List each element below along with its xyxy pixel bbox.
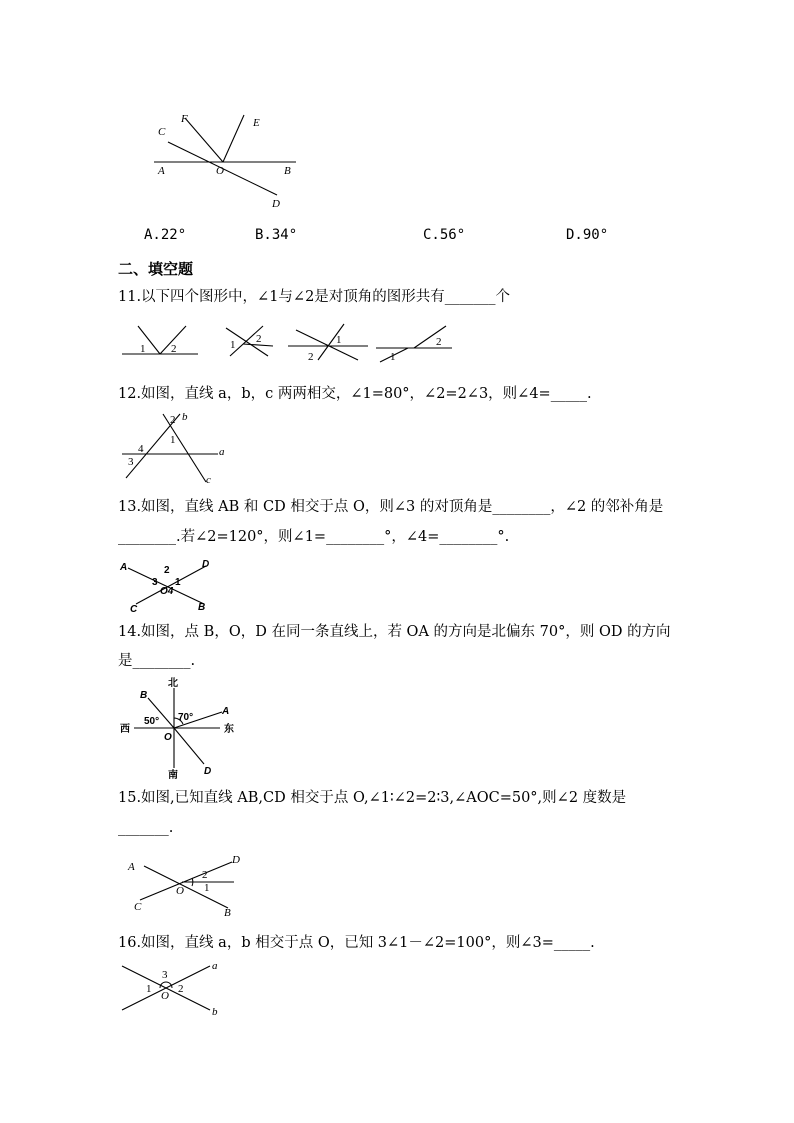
label-a: a: [219, 446, 225, 458]
ray-od: [174, 728, 204, 764]
label-d: D: [204, 766, 212, 777]
q11-figures: [118, 322, 458, 362]
question-15-line2: _______.: [118, 820, 174, 836]
label-3: 3: [152, 577, 158, 588]
label-a: A: [158, 165, 165, 177]
question-13-line2: ________.若∠2=120°，则∠1=________°，∠4=________°.: [118, 529, 510, 545]
label-50: 50°: [144, 716, 160, 727]
fig1-label-2: 2: [171, 343, 177, 355]
ray-of: [185, 118, 223, 162]
q16-figure: [118, 960, 228, 1020]
label-b: b: [212, 1006, 218, 1018]
label-north: 北: [168, 678, 178, 689]
question-12-text: 12.如图，直线 a，b，c 两两相交，∠1=80°，∠2=2∠3，则∠4=_____.: [118, 386, 592, 402]
label-west: 西: [120, 724, 130, 735]
label-b: b: [182, 411, 188, 423]
label-3: 3: [162, 969, 168, 981]
question-13-line1: 13.如图，直线 AB 和 CD 相交于点 O，则∠3 的对顶角是________，∠2 的邻补角是: [118, 499, 664, 515]
choice-d[interactable]: D.90°: [566, 227, 609, 243]
q10-figure: [150, 110, 310, 210]
label-a: A: [120, 562, 128, 573]
label-d: D: [272, 198, 280, 210]
choice-c[interactable]: C.56°: [423, 227, 466, 243]
question-16-text: 16.如图，直线 a，b 相交于点 O，已知 3∠1－∠2=100°，则∠3=_____.: [118, 935, 595, 951]
choice-a[interactable]: A.22°: [144, 227, 187, 243]
ray-oe: [223, 115, 244, 162]
label-e: E: [253, 117, 260, 129]
label-south: 南: [168, 770, 178, 781]
label-2: 2: [202, 869, 208, 881]
label-1: 1: [175, 577, 181, 588]
label-2: 2: [170, 414, 176, 426]
label-70: 70°: [178, 712, 194, 723]
label-a: a: [212, 960, 218, 972]
label-o: O: [216, 165, 224, 177]
q12-figure: [118, 410, 238, 486]
label-2: 2: [164, 565, 170, 576]
fig2-label-1: 1: [230, 339, 236, 351]
question-14-line2: 是________.: [118, 653, 196, 669]
q14-figure: [118, 674, 248, 784]
choice-b[interactable]: B.34°: [255, 227, 298, 243]
label-f: F: [181, 113, 188, 125]
fig1-label-1: 1: [140, 343, 146, 355]
label-c: C: [158, 126, 166, 138]
label-1: 1: [170, 434, 176, 446]
label-b: B: [198, 602, 206, 613]
label-2: 2: [178, 983, 184, 995]
label-3: 3: [128, 456, 134, 468]
question-15-line1: 15.如图,已知直线 AB,CD 相交于点 O,∠1∶∠2=2∶3,∠AOC=50°,则∠2 度数是: [118, 790, 627, 806]
fig4-label-1: 1: [390, 351, 396, 363]
question-14-line1: 14.如图，点 B，O，D 在同一条直线上，若 OA 的方向是北偏东 70°，则 OD 的方向: [118, 624, 671, 640]
line-cd: [140, 862, 232, 900]
label-o: O: [161, 990, 169, 1002]
label-east: 东: [224, 724, 234, 735]
label-b: B: [140, 690, 148, 701]
label-c: C: [134, 901, 142, 913]
label-a: A: [222, 706, 230, 717]
line-cd: [136, 566, 206, 604]
q13-figure: [118, 554, 228, 614]
line-ab: [144, 866, 228, 908]
label-o: O: [164, 732, 172, 743]
label-4: 4: [138, 443, 144, 455]
label-c: C: [130, 604, 138, 615]
label-a: A: [128, 861, 135, 873]
label-d: D: [202, 559, 210, 570]
label-o4: O4: [160, 586, 174, 597]
section-title: 二、填空题: [118, 260, 194, 278]
label-d: D: [232, 854, 240, 866]
q15-figure: [118, 850, 248, 920]
label-o: O: [176, 885, 184, 897]
question-11-text: 11.以下四个图形中，∠1与∠2是对顶角的图形共有_______个: [118, 289, 511, 305]
label-1: 1: [204, 882, 210, 894]
label-1: 1: [146, 983, 152, 995]
label-b: B: [224, 907, 231, 919]
fig2-label-2: 2: [256, 333, 262, 345]
fig3-label-1: 1: [336, 334, 342, 346]
fig3-label-2: 2: [308, 351, 314, 363]
label-b: B: [284, 165, 291, 177]
fig4-label-2: 2: [436, 336, 442, 348]
label-c: c: [206, 474, 211, 486]
